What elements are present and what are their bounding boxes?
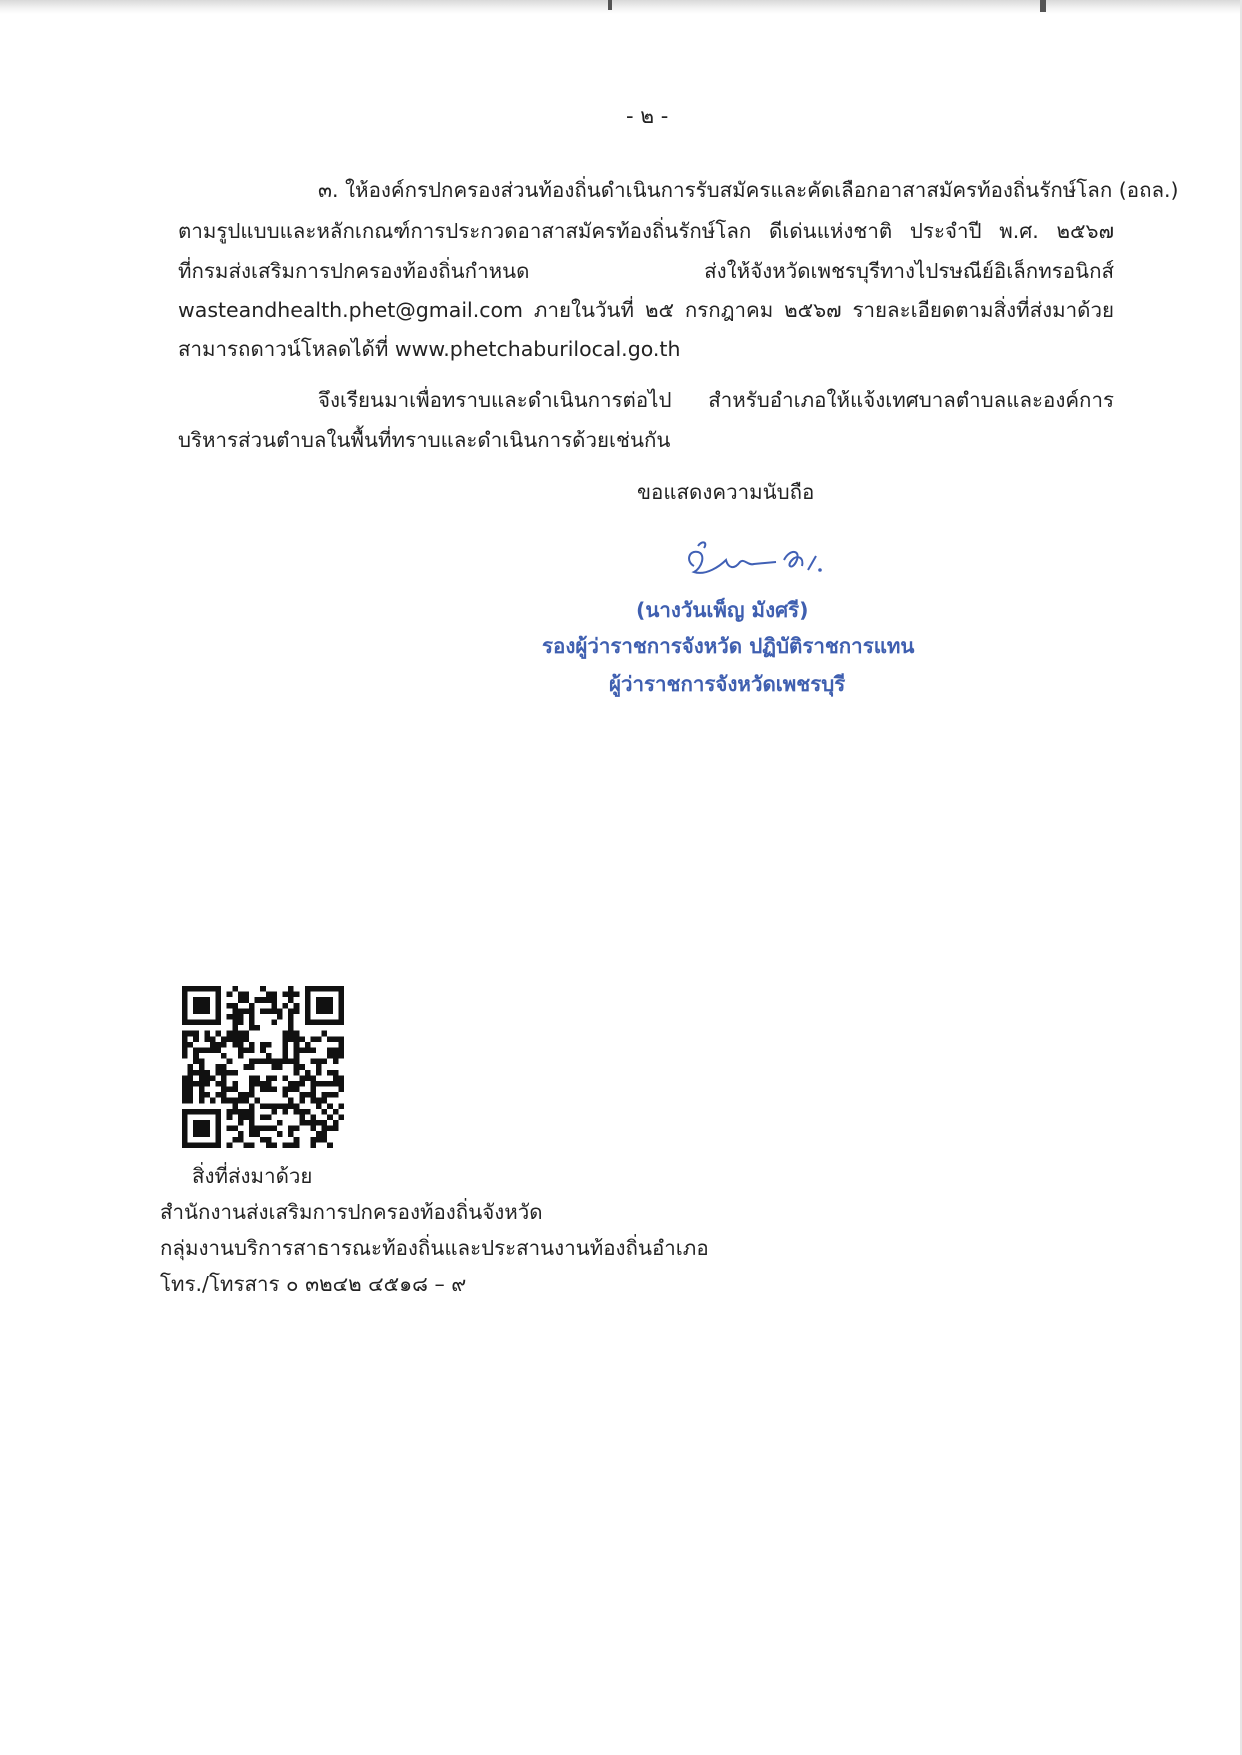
scan-mark (1040, 0, 1046, 12)
signature (680, 536, 830, 586)
page-number: - ๒ - (626, 104, 669, 128)
signer-position-2: ผู้ว่าราชการจังหวัดเพชรบุรี (609, 672, 846, 696)
item3-line-3: ที่กรมส่งเสริมการปกครองท้องถิ่นกำหนด ส่งให้จังหวัดเพชรบุรีทางไปรษณีย์อิเล็กทรอนิกส์ (178, 259, 1114, 283)
division-name: กลุ่มงานบริการสาธารณะท้องถิ่นและประสานงานท้องถิ่นอำเภอ (160, 1236, 709, 1260)
conclusion-line-2: บริหารส่วนตำบลในพื้นที่ทราบและดำเนินการด้วยเช่นกัน (178, 428, 671, 452)
scan-edge-top (0, 0, 1242, 14)
item3-line-5: สามารถดาวน์โหลดได้ที่ www.phetchaburilocal.go.th (178, 337, 681, 361)
item3-line-1: ๓. ให้องค์กรปกครองส่วนท้องถิ่นดำเนินการรับสมัครและคัดเลือกอาสาสมัครท้องถิ่นรักษ์โลก (อถล.) (318, 178, 1179, 202)
enclosure-label: สิ่งที่ส่งมาด้วย (192, 1164, 313, 1188)
item3-line-4: wasteandhealth.phet@gmail.com ภายในวันที่ ๒๕ กรกฎาคม ๒๕๖๗ รายละเอียดตามสิ่งที่ส่งมาด้วย (178, 298, 1114, 322)
closing-salutation: ขอแสดงความนับถือ (637, 480, 815, 504)
qr-code (182, 986, 344, 1148)
signer-name: (นางวันเพ็ญ มังศรี) (636, 598, 809, 622)
scan-mark (608, 0, 612, 10)
conclusion-line-1: จึงเรียนมาเพื่อทราบและดำเนินการต่อไป สำหรับอำเภอให้แจ้งเทศบาลตำบลและองค์การ (318, 388, 1114, 412)
item3-line-2: ตามรูปแบบและหลักเกณฑ์การประกวดอาสาสมัครท้องถิ่นรักษ์โลก ดีเด่นแห่งชาติ ประจำปี พ.ศ. ๒๕๖๗ (178, 219, 1114, 243)
office-name: สำนักงานส่งเสริมการปกครองท้องถิ่นจังหวัด (160, 1200, 543, 1224)
phone-fax: โทร./โทรสาร ๐ ๓๒๔๒ ๔๕๑๘ – ๙ (160, 1272, 467, 1296)
signer-position-1: รองผู้ว่าราชการจังหวัด ปฏิบัติราชการแทน (542, 634, 915, 658)
